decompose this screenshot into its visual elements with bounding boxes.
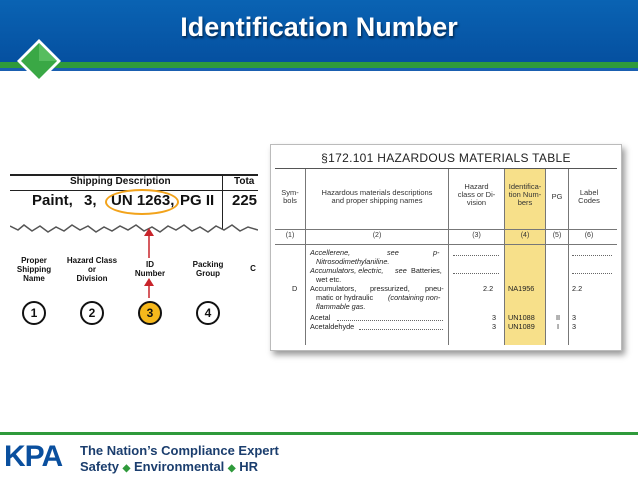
hm-row-hazard-class: 2.2 (483, 284, 494, 293)
id-number-highlight-oval (105, 189, 179, 215)
column-label-proper-shipping-name: Proper Shipping Name (16, 256, 52, 283)
hm-row-hazard-class: 3 (492, 313, 497, 322)
hm-row-pg: II (556, 313, 561, 322)
torn-paper-edge (10, 222, 258, 238)
step-number-4: 4 (196, 301, 220, 325)
hm-row-description: Accumulators, electric, (310, 266, 384, 275)
hm-row-description: Batteries, (411, 266, 442, 275)
hm-table-title: §172.101 HAZARDOUS MATERIALS TABLE (321, 151, 571, 165)
hm-column-number: (2) (372, 232, 382, 239)
footer-tagline: The Nation’s Compliance Expert (80, 443, 279, 458)
hm-column-number: (3) (472, 232, 481, 239)
arrow-up-icon (143, 278, 155, 298)
hm-row-description: (containing non- (388, 293, 441, 302)
hm-row-description: p- (433, 248, 440, 257)
column-label-hazard-class: Hazard Class or Division (66, 256, 118, 283)
hm-row-id-number: NA1956 (508, 284, 535, 293)
kpa-logo: KPA (4, 440, 63, 473)
pillar-hr: HR (239, 459, 259, 474)
hm-row-description: flammable gas. (316, 302, 366, 311)
hm-row-label-code: 2.2 (572, 284, 583, 293)
column-label-packing-group: Packing Group (192, 260, 224, 278)
separator-diamond-icon: ◆ (227, 463, 236, 474)
diamond-logo-icon (16, 38, 62, 84)
hm-row-description: see (395, 266, 407, 275)
hm-row-description: pneu- (425, 284, 444, 293)
hm-row-description: Accellerene, (310, 248, 351, 257)
column-label-cut-off: C (250, 264, 256, 273)
hm-row-description: pressurized, (370, 284, 410, 293)
hm-row-description: Accumulators, (310, 284, 357, 293)
proper-shipping-name-value: Paint, (32, 192, 73, 209)
hm-header-descriptions: Hazardous materials descriptions and proper shipping names (321, 188, 433, 205)
slide-title: Identification Number (180, 12, 458, 42)
title-banner (0, 0, 638, 62)
step-number-1: 1 (22, 301, 46, 325)
total-header: Tota (234, 176, 255, 187)
shipping-description-header: Shipping Description (70, 176, 171, 187)
step-number-2: 2 (80, 301, 104, 325)
hazardous-materials-table (270, 144, 622, 351)
hm-header-label-codes: Label Codes (578, 188, 600, 205)
hm-row-description: wet etc. (316, 275, 342, 284)
shipping-description-strip (10, 174, 258, 238)
hm-header-id-numbers: Identifica- tion Num- bers (508, 182, 542, 207)
column-label-id-number: ID Number (134, 260, 166, 278)
hm-column-number: (6) (584, 232, 594, 239)
hm-row-description: Acetaldehyde (310, 322, 355, 331)
hazard-class-value: 3, (84, 192, 97, 209)
pillar-safety: Safety (80, 459, 120, 474)
packing-group-value: PG II (180, 192, 215, 209)
hm-row-id-number: UN1089 (508, 322, 535, 331)
hm-column-number: (5) (552, 232, 562, 239)
hm-row-description: matic or hydraulic (316, 293, 374, 302)
hm-header-hazard-class: Hazard class or Di- vision (457, 182, 496, 207)
hm-row-symbol: D (292, 284, 298, 293)
step-number-3: 3 (138, 301, 162, 325)
hm-header-symbols: Sym- bols (281, 188, 299, 205)
footer-divider (0, 432, 638, 435)
hm-row-label-code: 3 (572, 313, 577, 322)
pillar-environmental: Environmental (133, 459, 225, 474)
hm-row-description: see (387, 248, 399, 257)
hm-table-grid (275, 168, 617, 345)
hm-row-pg: I (557, 322, 560, 331)
hm-row-id-number: UN1088 (508, 313, 535, 322)
hm-column-number: (4) (520, 232, 530, 239)
hm-row-description: Acetal (310, 313, 331, 322)
hm-row-label-code: 3 (572, 322, 577, 331)
id-number-value: UN 1263, (111, 192, 175, 209)
header-divider-blue (0, 68, 638, 71)
footer-pillars (80, 459, 258, 474)
hm-column-number: (1) (285, 232, 295, 239)
separator-diamond-icon: ◆ (122, 463, 131, 474)
total-value: 225 (232, 192, 258, 209)
arrow-up-icon (143, 228, 155, 258)
hm-header-pg: PG (551, 192, 563, 201)
hm-row-hazard-class: 3 (492, 322, 497, 331)
hm-row-description: Nitrosodimethylaniline. (316, 257, 390, 266)
